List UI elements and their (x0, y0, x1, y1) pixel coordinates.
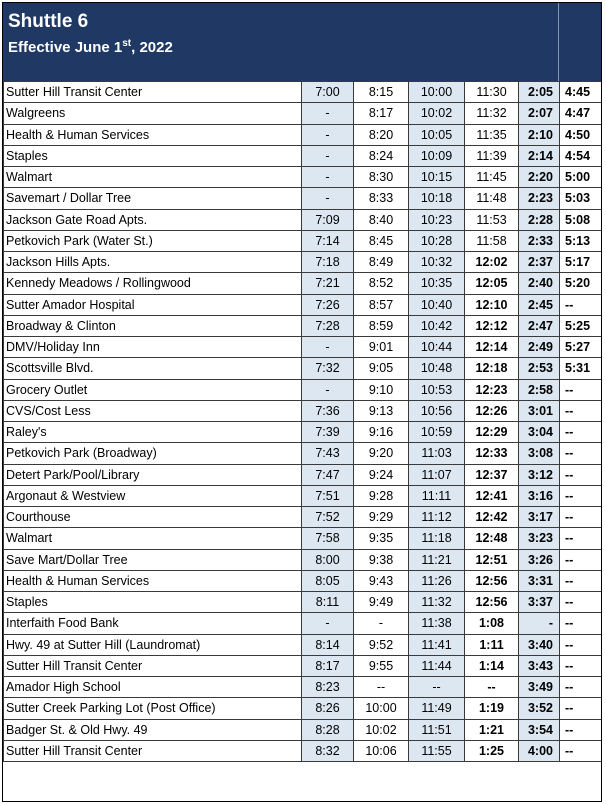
trip-5-time: 3:43 (519, 655, 560, 676)
trip-5-time: 2:07 (519, 103, 560, 124)
trip-4-time: 12:48 (465, 528, 519, 549)
trip-2-time: 9:16 (354, 422, 409, 443)
stop-name: Argonaut & Westview (4, 485, 302, 506)
trip-1-time: - (302, 337, 354, 358)
trip-2-time: 8:17 (354, 103, 409, 124)
trip-5-time: 2:20 (519, 167, 560, 188)
trip-6-time: 5:13 (560, 230, 602, 251)
stop-name: Courthouse (4, 507, 302, 528)
trip-6-time: 5:25 (560, 315, 602, 336)
trip-3-time: 10:09 (409, 145, 465, 166)
trip-4-time: 12:42 (465, 507, 519, 528)
trip-6-time: 5:17 (560, 252, 602, 273)
trip-4-time: 11:45 (465, 167, 519, 188)
trip-4-time: 12:56 (465, 592, 519, 613)
trip-2-time: 8:49 (354, 252, 409, 273)
trip-5-time: 3:49 (519, 677, 560, 698)
trip-4-time: 12:23 (465, 379, 519, 400)
stop-name: Health & Human Services (4, 570, 302, 591)
trip-1-time: 7:39 (302, 422, 354, 443)
stop-name: Petkovich Park (Broadway) (4, 443, 302, 464)
table-row (4, 549, 602, 570)
trip-5-time: 2:10 (519, 124, 560, 145)
table-row (4, 719, 602, 740)
trip-4-time: 11:58 (465, 230, 519, 251)
effective-date-suffix: st (122, 38, 132, 49)
trip-2-time: 10:02 (354, 719, 409, 740)
trip-3-time: 11:49 (409, 698, 465, 719)
trip-4-time: 12:02 (465, 252, 519, 273)
trip-5-time: 2:33 (519, 230, 560, 251)
trip-2-time: 9:38 (354, 549, 409, 570)
table-row (4, 400, 602, 421)
trip-3-time: 10:56 (409, 400, 465, 421)
trip-3-time: -- (409, 677, 465, 698)
trip-2-time: 8:57 (354, 294, 409, 315)
trip-1-time: - (302, 379, 354, 400)
trip-2-time: 8:20 (354, 124, 409, 145)
stop-name: Sutter Hill Transit Center (4, 655, 302, 676)
schedule-title: Shuttle 6 (8, 11, 89, 32)
stop-name: Health & Human Services (4, 124, 302, 145)
trip-1-time: 7:43 (302, 443, 354, 464)
trip-1-time: - (302, 145, 354, 166)
trip-4-time: 12:56 (465, 570, 519, 591)
stop-name: Jackson Hills Apts. (4, 252, 302, 273)
trip-5-time: 2:23 (519, 188, 560, 209)
trip-1-time: 8:26 (302, 698, 354, 719)
stop-name: Raley's (4, 422, 302, 443)
trip-3-time: 10:18 (409, 188, 465, 209)
stop-name: Sutter Amador Hospital (4, 294, 302, 315)
trip-1-time: 7:00 (302, 82, 354, 103)
trip-2-time: 9:01 (354, 337, 409, 358)
table-row (4, 82, 602, 103)
stop-name: CVS/Cost Less (4, 400, 302, 421)
trip-6-time: 4:45 (560, 82, 602, 103)
trip-1-time: 8:32 (302, 740, 354, 761)
effective-date-year: , 2022 (131, 39, 173, 56)
trip-2-time: 9:28 (354, 485, 409, 506)
table-row (4, 188, 602, 209)
schedule-header (3, 3, 601, 81)
trip-6-time: -- (560, 443, 602, 464)
trip-4-time: 11:48 (465, 188, 519, 209)
trip-2-time: 9:10 (354, 379, 409, 400)
trip-3-time: 11:38 (409, 613, 465, 634)
trip-1-time: 7:32 (302, 358, 354, 379)
trip-6-time: 4:50 (560, 124, 602, 145)
trip-5-time: 3:37 (519, 592, 560, 613)
stop-name: Jackson Gate Road Apts. (4, 209, 302, 230)
trip-4-time: 12:29 (465, 422, 519, 443)
trip-3-time: 11:41 (409, 634, 465, 655)
table-row (4, 315, 602, 336)
trip-4-time: 12:14 (465, 337, 519, 358)
trip-2-time: 9:55 (354, 655, 409, 676)
trip-5-time: 3:04 (519, 422, 560, 443)
trip-2-time: 8:59 (354, 315, 409, 336)
table-row (4, 252, 602, 273)
trip-3-time: 11:03 (409, 443, 465, 464)
trip-6-time: -- (560, 592, 602, 613)
trip-5-time: 3:54 (519, 719, 560, 740)
trip-4-time: 11:35 (465, 124, 519, 145)
table-row (4, 570, 602, 591)
trip-6-time: 5:31 (560, 358, 602, 379)
trip-6-time: 5:03 (560, 188, 602, 209)
trip-6-time: -- (560, 570, 602, 591)
trip-6-time: -- (560, 698, 602, 719)
stop-name: Grocery Outlet (4, 379, 302, 400)
table-row (4, 379, 602, 400)
trip-3-time: 10:15 (409, 167, 465, 188)
table-row (4, 124, 602, 145)
trip-2-time: 8:33 (354, 188, 409, 209)
trip-2-time: -- (354, 677, 409, 698)
stop-name: Save Mart/Dollar Tree (4, 549, 302, 570)
trip-3-time: 11:51 (409, 719, 465, 740)
trip-6-time: -- (560, 719, 602, 740)
trip-1-time: 7:26 (302, 294, 354, 315)
trip-3-time: 10:59 (409, 422, 465, 443)
table-row (4, 655, 602, 676)
stop-name: Broadway & Clinton (4, 315, 302, 336)
trip-4-time: 12:41 (465, 485, 519, 506)
table-row (4, 273, 602, 294)
trip-5-time: 2:45 (519, 294, 560, 315)
trip-5-time: 3:01 (519, 400, 560, 421)
trip-1-time: - (302, 613, 354, 634)
table-row (4, 145, 602, 166)
trip-5-time: 2:05 (519, 82, 560, 103)
trip-1-time: 7:47 (302, 464, 354, 485)
trip-3-time: 10:42 (409, 315, 465, 336)
trip-6-time: 4:47 (560, 103, 602, 124)
trip-1-time: 7:09 (302, 209, 354, 230)
trip-3-time: 10:05 (409, 124, 465, 145)
trip-4-time: 1:19 (465, 698, 519, 719)
trip-3-time: 10:35 (409, 273, 465, 294)
trip-1-time: - (302, 103, 354, 124)
trip-1-time: 8:00 (302, 549, 354, 570)
stop-name: Walgreens (4, 103, 302, 124)
table-row (4, 464, 602, 485)
trip-2-time: 9:20 (354, 443, 409, 464)
trip-4-time: 12:33 (465, 443, 519, 464)
table-row (4, 528, 602, 549)
trip-3-time: 11:32 (409, 592, 465, 613)
trip-6-time: -- (560, 740, 602, 761)
trip-6-time: 5:00 (560, 167, 602, 188)
trip-5-time: 3:26 (519, 549, 560, 570)
trip-2-time: 8:45 (354, 230, 409, 251)
trip-3-time: 11:44 (409, 655, 465, 676)
trip-5-time: 2:14 (519, 145, 560, 166)
trip-6-time: -- (560, 294, 602, 315)
trip-6-time: -- (560, 400, 602, 421)
trip-2-time: 9:52 (354, 634, 409, 655)
stop-name: Savemart / Dollar Tree (4, 188, 302, 209)
trip-6-time: -- (560, 655, 602, 676)
table-row (4, 634, 602, 655)
trip-2-time: - (354, 613, 409, 634)
trip-1-time: - (302, 188, 354, 209)
trip-3-time: 10:53 (409, 379, 465, 400)
table-row (4, 358, 602, 379)
table-row (4, 337, 602, 358)
trip-3-time: 10:32 (409, 252, 465, 273)
trip-6-time: -- (560, 528, 602, 549)
trip-3-time: 10:48 (409, 358, 465, 379)
trip-5-time: 2:53 (519, 358, 560, 379)
trip-4-time: 1:11 (465, 634, 519, 655)
trip-1-time: 7:28 (302, 315, 354, 336)
stop-name: Amador High School (4, 677, 302, 698)
trip-5-time: 3:12 (519, 464, 560, 485)
trip-4-time: 12:05 (465, 273, 519, 294)
trip-1-time: 7:52 (302, 507, 354, 528)
trip-6-time: 4:54 (560, 145, 602, 166)
table-row (4, 209, 602, 230)
trip-4-time: 11:30 (465, 82, 519, 103)
effective-date (8, 38, 558, 58)
trip-5-time: 4:00 (519, 740, 560, 761)
trip-1-time: 8:23 (302, 677, 354, 698)
stop-name: Badger St. & Old Hwy. 49 (4, 719, 302, 740)
trip-1-time: 7:58 (302, 528, 354, 549)
trip-3-time: 10:44 (409, 337, 465, 358)
header-side-block (559, 3, 601, 81)
table-row (4, 485, 602, 506)
trip-2-time: 9:43 (354, 570, 409, 591)
trip-2-time: 9:13 (354, 400, 409, 421)
trip-6-time: 5:20 (560, 273, 602, 294)
stop-name: Detert Park/Pool/Library (4, 464, 302, 485)
stop-name: Sutter Creek Parking Lot (Post Office) (4, 698, 302, 719)
stop-name: Kennedy Meadows / Rollingwood (4, 273, 302, 294)
trip-2-time: 8:15 (354, 82, 409, 103)
trip-2-time: 9:29 (354, 507, 409, 528)
table-row (4, 294, 602, 315)
trip-4-time: 11:53 (465, 209, 519, 230)
trip-3-time: 11:18 (409, 528, 465, 549)
trip-1-time: - (302, 167, 354, 188)
trip-5-time: 3:17 (519, 507, 560, 528)
trip-5-time: 3:31 (519, 570, 560, 591)
trip-6-time: -- (560, 422, 602, 443)
trip-1-time: 8:05 (302, 570, 354, 591)
trip-4-time: 12:37 (465, 464, 519, 485)
stop-name: Hwy. 49 at Sutter Hill (Laundromat) (4, 634, 302, 655)
schedule-table (3, 81, 602, 762)
trip-3-time: 11:11 (409, 485, 465, 506)
trip-6-time: -- (560, 464, 602, 485)
trip-2-time: 9:05 (354, 358, 409, 379)
trip-1-time: 7:36 (302, 400, 354, 421)
trip-2-time: 9:24 (354, 464, 409, 485)
table-row (4, 740, 602, 761)
trip-4-time: 12:12 (465, 315, 519, 336)
trip-1-time: 7:21 (302, 273, 354, 294)
stop-name: Walmart (4, 167, 302, 188)
table-row (4, 103, 602, 124)
trip-6-time: 5:08 (560, 209, 602, 230)
trip-2-time: 8:24 (354, 145, 409, 166)
trip-1-time: - (302, 124, 354, 145)
trip-5-time: 3:08 (519, 443, 560, 464)
trip-6-time: 5:27 (560, 337, 602, 358)
trip-3-time: 10:02 (409, 103, 465, 124)
stop-name: Sutter Hill Transit Center (4, 82, 302, 103)
table-row (4, 698, 602, 719)
trip-4-time: 1:14 (465, 655, 519, 676)
trip-3-time: 10:23 (409, 209, 465, 230)
trip-6-time: -- (560, 634, 602, 655)
trip-2-time: 8:52 (354, 273, 409, 294)
trip-6-time: -- (560, 507, 602, 528)
trip-5-time: 2:58 (519, 379, 560, 400)
table-row (4, 422, 602, 443)
table-row (4, 230, 602, 251)
stop-name: Scottsville Blvd. (4, 358, 302, 379)
stop-name: DMV/Holiday Inn (4, 337, 302, 358)
trip-2-time: 8:40 (354, 209, 409, 230)
trip-3-time: 11:55 (409, 740, 465, 761)
trip-5-time: 3:40 (519, 634, 560, 655)
trip-2-time: 9:49 (354, 592, 409, 613)
trip-2-time: 8:30 (354, 167, 409, 188)
trip-6-time: -- (560, 677, 602, 698)
trip-5-time: 3:23 (519, 528, 560, 549)
stop-name: Petkovich Park (Water St.) (4, 230, 302, 251)
stop-name: Interfaith Food Bank (4, 613, 302, 634)
trip-4-time: 12:18 (465, 358, 519, 379)
trip-3-time: 10:00 (409, 82, 465, 103)
trip-1-time: 7:14 (302, 230, 354, 251)
table-row (4, 443, 602, 464)
trip-3-time: 10:28 (409, 230, 465, 251)
trip-5-time: 2:28 (519, 209, 560, 230)
trip-4-time: -- (465, 677, 519, 698)
trip-5-time: 2:40 (519, 273, 560, 294)
table-row (4, 677, 602, 698)
trip-4-time: 1:08 (465, 613, 519, 634)
trip-4-time: 11:32 (465, 103, 519, 124)
trip-1-time: 8:17 (302, 655, 354, 676)
trip-6-time: -- (560, 613, 602, 634)
trip-1-time: 7:51 (302, 485, 354, 506)
trip-5-time: 2:37 (519, 252, 560, 273)
trip-4-time: 1:21 (465, 719, 519, 740)
table-row (4, 592, 602, 613)
trip-3-time: 11:21 (409, 549, 465, 570)
effective-date-text: Effective June 1 (8, 39, 123, 56)
table-row (4, 613, 602, 634)
trip-5-time: 2:49 (519, 337, 560, 358)
trip-4-time: 1:25 (465, 740, 519, 761)
stop-name: Walmart (4, 528, 302, 549)
trip-3-time: 11:12 (409, 507, 465, 528)
trip-1-time: 8:28 (302, 719, 354, 740)
trip-5-time: 3:16 (519, 485, 560, 506)
table-row (4, 507, 602, 528)
trip-3-time: 10:40 (409, 294, 465, 315)
header-title-block (3, 3, 559, 81)
stop-name: Sutter Hill Transit Center (4, 740, 302, 761)
schedule-sheet (2, 2, 602, 802)
table-row (4, 167, 602, 188)
trip-4-time: 12:10 (465, 294, 519, 315)
stop-name: Staples (4, 145, 302, 166)
trip-1-time: 8:14 (302, 634, 354, 655)
trip-4-time: 11:39 (465, 145, 519, 166)
trip-3-time: 11:07 (409, 464, 465, 485)
trip-5-time: - (519, 613, 560, 634)
trip-3-time: 11:26 (409, 570, 465, 591)
trip-6-time: -- (560, 485, 602, 506)
trip-4-time: 12:51 (465, 549, 519, 570)
trip-2-time: 10:00 (354, 698, 409, 719)
trip-2-time: 9:35 (354, 528, 409, 549)
trip-2-time: 10:06 (354, 740, 409, 761)
trip-1-time: 8:11 (302, 592, 354, 613)
trip-5-time: 2:47 (519, 315, 560, 336)
trip-1-time: 7:18 (302, 252, 354, 273)
trip-6-time: -- (560, 379, 602, 400)
trip-5-time: 3:52 (519, 698, 560, 719)
schedule-body (4, 82, 602, 762)
trip-6-time: -- (560, 549, 602, 570)
stop-name: Staples (4, 592, 302, 613)
trip-4-time: 12:26 (465, 400, 519, 421)
